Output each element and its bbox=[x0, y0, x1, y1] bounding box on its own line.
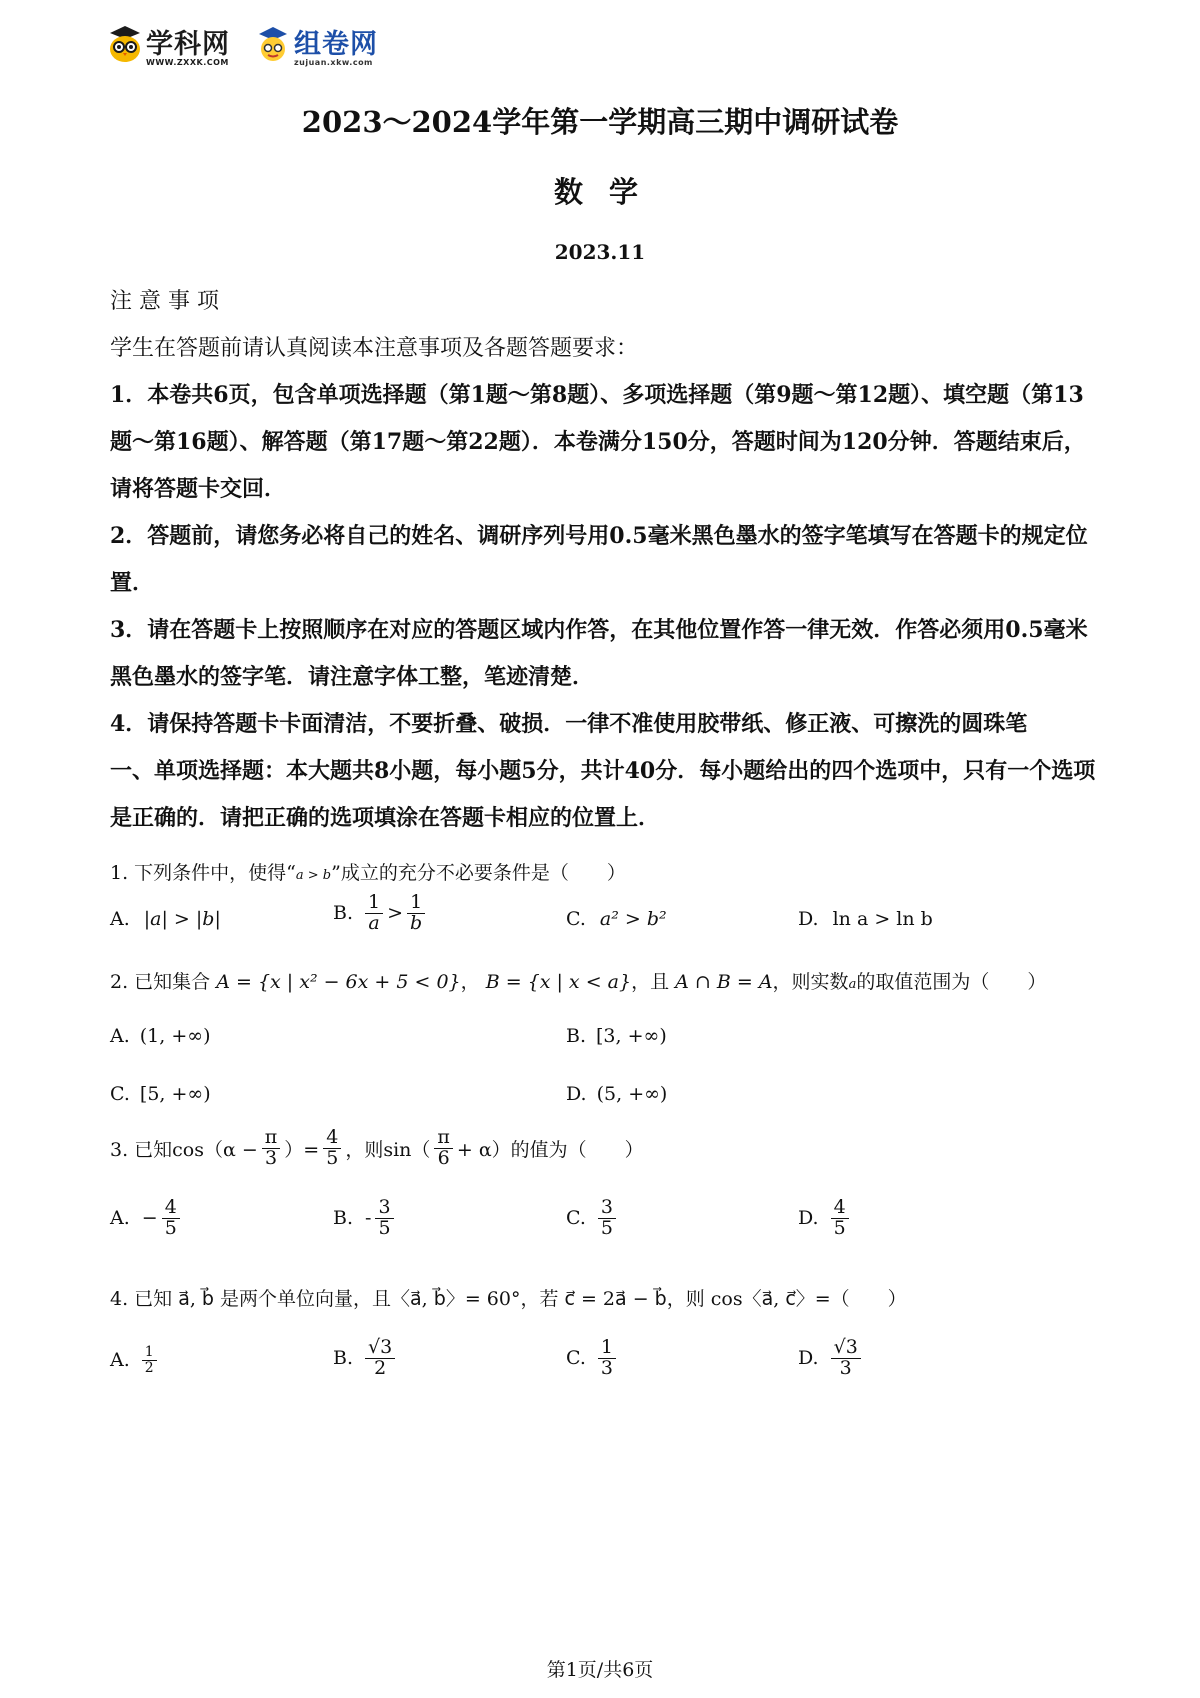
exam-title: 2023～2024学年第一学期高三期中调研试卷 bbox=[301, 105, 899, 139]
q1-stem-start: 1. 下列条件中，使得“ bbox=[110, 862, 296, 884]
fraction: $\frac{1}{a}$ bbox=[365, 893, 383, 934]
xueke-logo-url: WWW.ZXXK.COM bbox=[146, 57, 229, 67]
fraction: $\frac{1}{3}$ bbox=[598, 1338, 616, 1379]
option-value: a² > b² bbox=[599, 908, 667, 930]
question-3 bbox=[110, 1128, 644, 1169]
fraction: $\frac{3}{5}$ bbox=[598, 1198, 616, 1239]
fraction: $\frac{1}{2}$ bbox=[142, 1345, 157, 1375]
option-label: D. bbox=[798, 1347, 819, 1370]
option-label: B. bbox=[333, 1347, 354, 1370]
option-value: (5, +∞) bbox=[596, 1083, 668, 1105]
option-label: B. bbox=[333, 902, 354, 925]
option-label: A. bbox=[110, 1349, 130, 1372]
fraction: $\frac{1}{b}$ bbox=[407, 893, 425, 934]
option-label: B. bbox=[333, 1207, 354, 1230]
q2-variable: a bbox=[848, 977, 857, 992]
option-value: [5, +∞) bbox=[139, 1083, 211, 1105]
notice-item: 3．请在答题卡上按照顺序在对应的答题区域内作答，在其他位置作答一律无效．作答必须用0.5毫米黑色墨水的签字笔．请注意字体工整，笔迹清楚． bbox=[110, 617, 1088, 690]
zujuan-logo bbox=[256, 20, 378, 68]
option-label: C. bbox=[566, 1207, 586, 1230]
q2-option-d[interactable] bbox=[566, 1083, 667, 1105]
option-label: A. bbox=[110, 1025, 130, 1047]
q2-stem-part: ，则实数 bbox=[772, 971, 849, 993]
q2-option-a[interactable] bbox=[110, 1025, 211, 1047]
q3-option-c[interactable] bbox=[566, 1198, 620, 1239]
zujuan-logo-url: zujuan.xkw.com bbox=[294, 57, 373, 67]
q3-stem-part: + α）的值为（ ） bbox=[456, 1138, 644, 1161]
option-value: |a| > |b| bbox=[143, 908, 221, 930]
notice-item: 4．请保持答题卡卡面清洁，不要折叠、破损．一律不准使用胶带纸、修正液、可擦洗的圆珠笔 bbox=[110, 711, 1028, 737]
question-2 bbox=[110, 967, 1046, 994]
q3-stem-part: ，则sin（ bbox=[345, 1138, 431, 1161]
xueke-logo-text: 学科网 bbox=[146, 28, 230, 60]
q2-stem-part: 2. 已知集合 bbox=[110, 971, 211, 993]
q2-set-b: B = {x | x < a} bbox=[485, 971, 632, 993]
q3-option-b[interactable] bbox=[333, 1198, 398, 1239]
fraction: $\frac{4}{5}$ bbox=[831, 1198, 849, 1239]
student-icon bbox=[256, 24, 290, 64]
q1-stem-end: ”成立的充分不必要条件是（ ） bbox=[331, 862, 626, 884]
q3-option-a[interactable] bbox=[110, 1198, 184, 1239]
fraction: $\frac{\pi}{6}$ bbox=[434, 1128, 453, 1169]
q2-option-c[interactable] bbox=[110, 1083, 211, 1105]
option-value: [3, +∞) bbox=[596, 1025, 667, 1047]
q4-option-c[interactable] bbox=[566, 1338, 620, 1379]
notice-heading: 注 意 事 项 bbox=[110, 289, 219, 314]
q2-stem-part: ，且 bbox=[631, 971, 670, 993]
option-label: C. bbox=[566, 908, 586, 930]
fraction: $\frac{3}{5}$ bbox=[375, 1198, 393, 1239]
q3-stem-part: 3. 已知cos（α − bbox=[110, 1138, 258, 1161]
option-label: C. bbox=[566, 1347, 586, 1370]
option-value: ln a > ln b bbox=[832, 908, 933, 930]
sign: - bbox=[365, 1207, 372, 1230]
q4-option-a[interactable] bbox=[110, 1345, 161, 1375]
fraction: $\frac{√3}{3}$ bbox=[831, 1338, 861, 1379]
q2-set-a: A = {x | x² − 6x + 5 < 0} bbox=[216, 971, 461, 993]
owl-icon bbox=[108, 25, 142, 63]
notice-item: 1．本卷共6页，包含单项选择题（第1题～第8题）、多项选择题（第9题～第12题）、填空题（第13题～第16题）、解答题（第17题～第22题）．本卷满分150分，答题时间为120分钟．答题结束后，请将答题卡交回． bbox=[110, 382, 1086, 502]
operator: > bbox=[387, 902, 404, 925]
page-footer: 第1页/共6页 bbox=[546, 1659, 654, 1681]
question-4: 4. 已知 a⃗, b⃗ 是两个单位向量，且〈a⃗, b⃗〉= 60°，若 c⃗ = 2a⃗ − b⃗，则 cos〈a⃗, c⃗〉=（ ） bbox=[110, 1288, 907, 1310]
sign: − bbox=[141, 1207, 158, 1230]
subject-title: 数 学 bbox=[553, 175, 647, 209]
section-heading: 一、单项选择题：本大题共8小题，每小题5分，共计40分．每小题给出的四个选项中，只有一个选项是正确的．请把正确的选项填涂在答题卡相应的位置上． bbox=[110, 758, 1096, 831]
q2-condition: A ∩ B = A bbox=[675, 971, 773, 993]
fraction: $\frac{\pi}{3}$ bbox=[262, 1128, 281, 1169]
option-label: B. bbox=[566, 1025, 587, 1047]
option-value: (1, +∞) bbox=[139, 1025, 211, 1047]
q3-option-d[interactable] bbox=[798, 1198, 853, 1239]
option-label: D. bbox=[798, 1207, 819, 1230]
q2-option-b[interactable] bbox=[566, 1025, 667, 1047]
xueke-logo bbox=[108, 20, 230, 68]
notice-block bbox=[110, 278, 1100, 842]
notice-intro: 学生在答题前请认真阅读本注意事项及各题答题要求： bbox=[110, 336, 639, 361]
exam-date: 2023.11 bbox=[554, 240, 646, 264]
option-label: C. bbox=[110, 1083, 130, 1105]
fraction: $\frac{4}{5}$ bbox=[162, 1198, 180, 1239]
q4-option-b[interactable] bbox=[333, 1338, 399, 1379]
option-label: A. bbox=[110, 908, 130, 930]
q4-option-d[interactable] bbox=[798, 1338, 865, 1379]
question-1 bbox=[110, 858, 626, 885]
q2-stem-part: 的取值范围为（ ） bbox=[856, 971, 1047, 993]
zujuan-logo-text: 组卷网 bbox=[294, 28, 378, 60]
q2-stem-part: ， bbox=[460, 971, 480, 993]
option-label: A. bbox=[110, 1207, 130, 1230]
notice-item: 2．答题前，请您务必将自己的姓名、调研序列号用0.5毫米黑色墨水的签字笔填写在答题卡的规定位置． bbox=[110, 523, 1088, 596]
q1-option-a[interactable] bbox=[110, 908, 221, 930]
fraction: $\frac{4}{5}$ bbox=[323, 1128, 341, 1169]
fraction: $\frac{√3}{2}$ bbox=[365, 1338, 395, 1379]
q1-stem-math: a > b bbox=[295, 868, 332, 883]
q1-option-d[interactable] bbox=[798, 908, 933, 930]
q1-option-c[interactable] bbox=[566, 908, 667, 930]
option-label: D. bbox=[798, 908, 819, 930]
q3-stem-part: ）= bbox=[284, 1138, 320, 1161]
option-label: D. bbox=[566, 1083, 587, 1105]
q1-option-b[interactable] bbox=[333, 893, 429, 934]
